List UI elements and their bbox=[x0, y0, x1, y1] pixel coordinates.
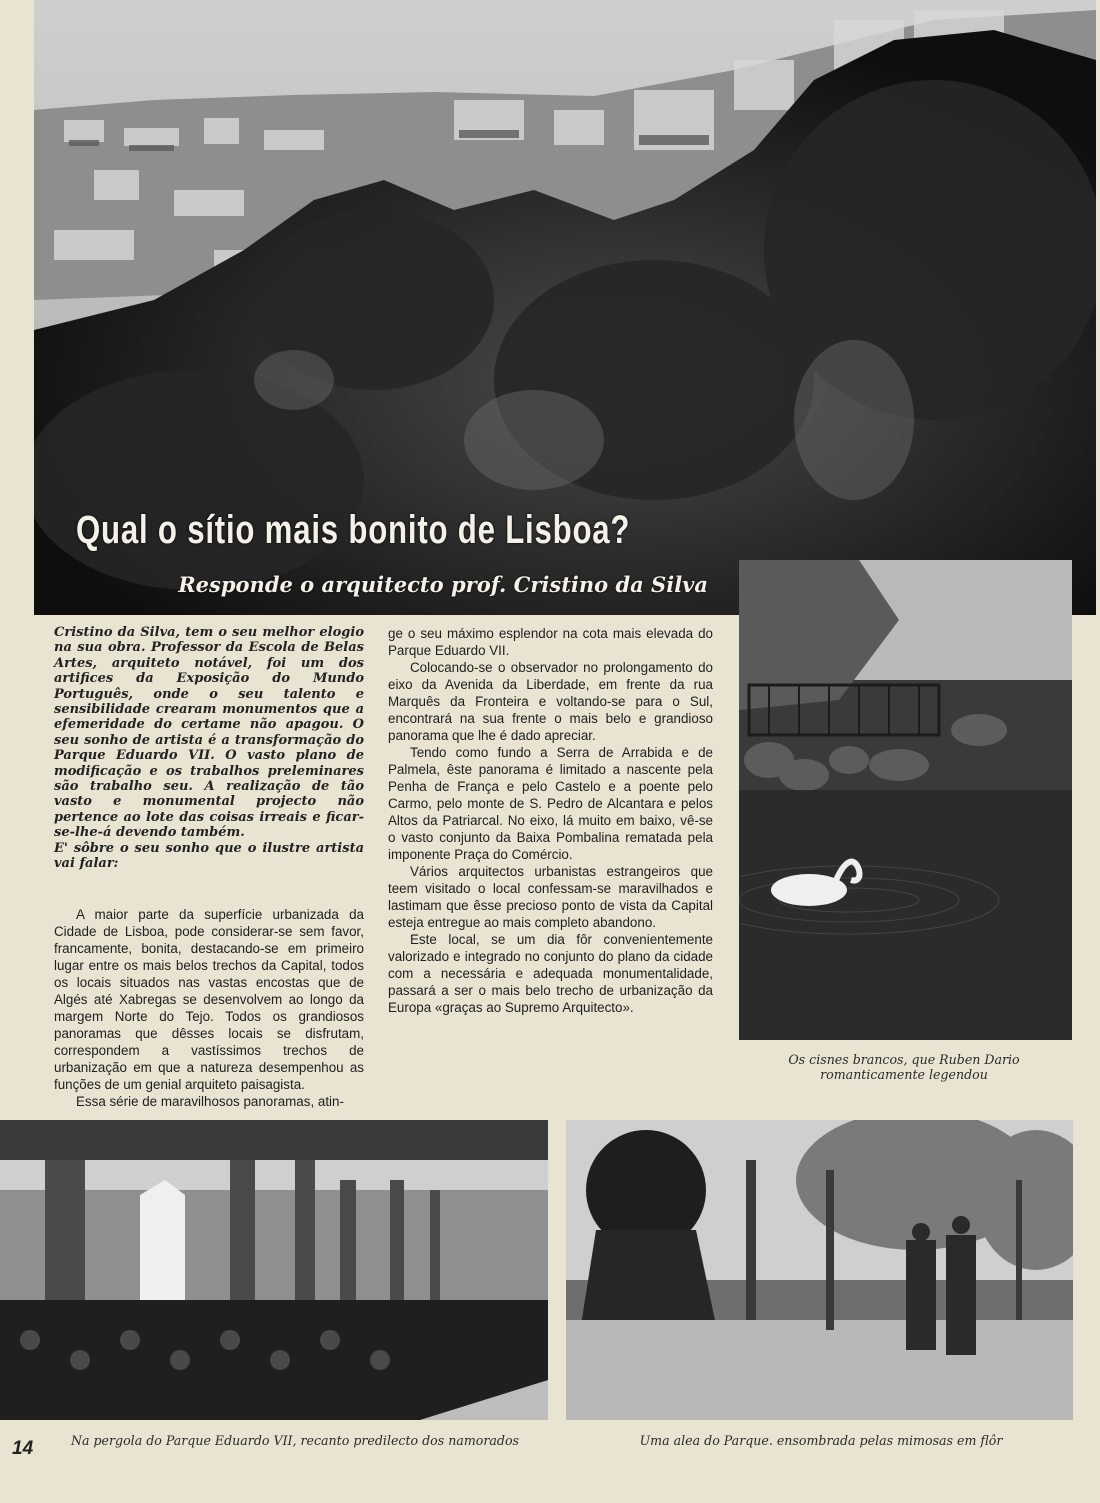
swan-photo-caption: Os cisnes brancos, que Ruben Dario romanticamente legendou bbox=[788, 1052, 1020, 1082]
park-alley-photo bbox=[566, 1120, 1073, 1420]
body-paragraph: Colocando-se o observador no prolongamento do eixo da Avenida da Liberdade, em frente da rua Marquês da Fronteira e voltando-se para o Sul, encontrará na sua frente o mais belo e grandioso panorama que lhe é dado apreciar. bbox=[388, 660, 713, 743]
pergola-photo bbox=[0, 1120, 548, 1420]
article-subtitle: Responde o arquitecto prof. Cristino da Silva bbox=[178, 572, 708, 597]
body-paragraph: Este local, se um dia fôr convenientemente valorizado e integrado no conjunto do plano da cidade com a necessária e adequada monumentalidade, passará a ser o mais belo trecho de urbanização da Europa «graças ao Supremo Arquitecto». bbox=[388, 932, 713, 1015]
body-paragraph: Essa série de maravilhosos panoramas, atin- bbox=[76, 1093, 344, 1109]
article-title: Qual o sítio mais bonito de Lisboa? bbox=[76, 508, 631, 552]
intro-lead-in: E' sôbre o seu sonho que o ilustre artista vai falar: bbox=[54, 840, 364, 872]
body-paragraph: Vários arquitectos urbanistas estrangeiros que teem visitado o local confessam-se maravilhados e lastimam que êsse precioso ponto de vista da Capital esteja entregue ao mais completo abandono. bbox=[388, 864, 713, 930]
park-alley-image bbox=[566, 1120, 1073, 1420]
park-alley-photo-caption: Uma alea do Parque. ensombrada pelas mimosas em flôr bbox=[639, 1433, 1003, 1448]
pergola-photo-caption: Na pergola do Parque Eduardo VII, recanto predilecto dos namorados bbox=[70, 1433, 520, 1448]
body-paragraph: A maior parte da superfície urbanizada da Cidade de Lisboa, pode considerar-se sem favor, francamente, bonita, destacando-se em primeiro lugar entre os mais belos trechos da Capital, todos os locais situados nas vastas encostas que de Algés até Xabregas se desenvolvem ao longo da margem Norte do Tejo. Todos os grandiosos panoramas que dêsses locais se disfrutam, correspondem a vastíssimos trechos de urbanização em que a natureza desempenhou as funções de um genial arquiteto paisagista. bbox=[54, 906, 364, 1092]
text-column-2 bbox=[388, 625, 713, 1016]
body-paragraph: Tendo como fundo a Serra de Arrabida e de Palmela, êste panorama é limitado a nascente pela Penha de França e pelo Castelo e a poente pelo Carmo, pelo monte de S. Pedro de Alcantara e pelos Altos da Patriarcal. No eixo, lá muito em baixo, vê-se o vasto conjunto da Baixa Pombalina rematada pela imponente Praça do Comércio. bbox=[388, 745, 713, 862]
text-column-1 bbox=[54, 625, 364, 1110]
swan-pond-image bbox=[739, 560, 1072, 1040]
body-paragraph: ge o seu máximo esplendor na cota mais elevada do Parque Eduardo VII. bbox=[388, 626, 713, 658]
intro-paragraph: Cristino da Silva, tem o seu melhor elogio na sua obra. Professor da Escola de Belas Artes, arquiteto notável, foi um dos artifices da Exposição do Mundo Português, onde o seu talento e sensibilidade crearam monumentos que a efemeridade do certame não apagou. O seu sonho de artista é a transformação do Parque Eduardo VII. O vasto plano de modificação e os trabalhos preleminares são trabalho seu. A realização de tão vasto e monumental projecto não pertence ao lote das coisas irreais e ficar-se-lhe-á devendo também. bbox=[54, 625, 364, 841]
page-number: 14 bbox=[12, 1438, 34, 1459]
swan-pond-photo bbox=[739, 560, 1072, 1040]
pergola-image bbox=[0, 1120, 548, 1420]
